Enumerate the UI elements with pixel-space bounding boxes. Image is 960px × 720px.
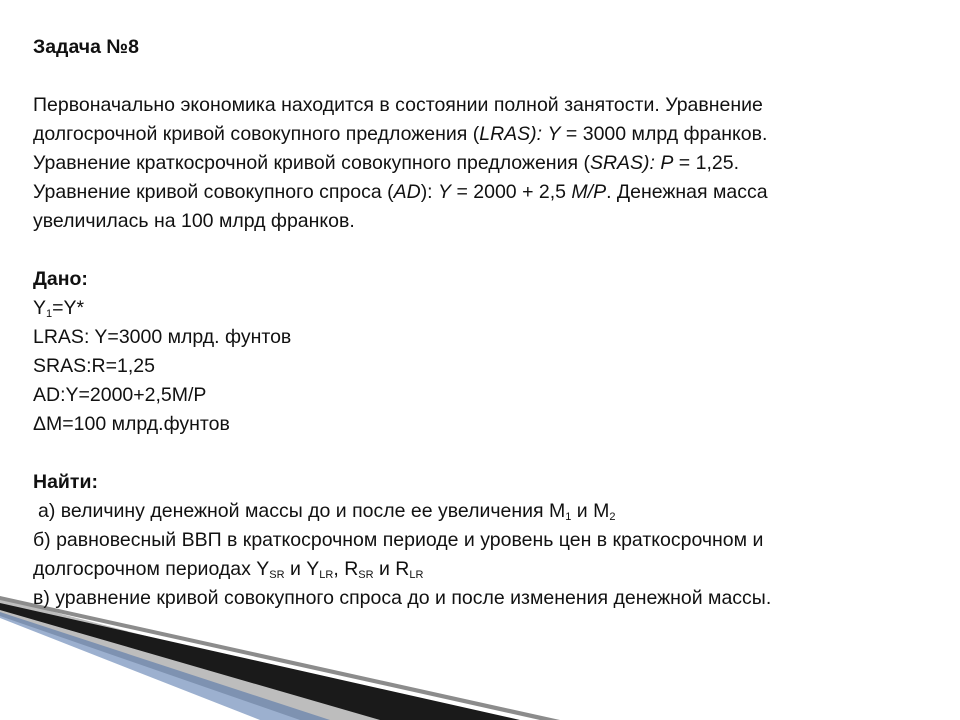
problem-line-5: увеличилась на 100 млрд франков.	[33, 210, 355, 232]
find-item-c: в) уравнение кривой совокупного спроса до и после изменения денежной массы.	[33, 587, 772, 609]
task-title: Задача №8	[33, 36, 139, 58]
given-sras: SRAS:R=1,25	[33, 355, 155, 377]
problem-line-3: Уравнение краткосрочной кривой совокупного предложения (SRAS): P = 1,25.	[33, 152, 739, 174]
problem-line-1: Первоначально экономика находится в состоянии полной занятости. Уравнение	[33, 94, 763, 116]
find-heading: Найти:	[33, 471, 98, 493]
given-y1: $Y_1=Y*$	[33, 297, 85, 320]
problem-line-2: долгосрочной кривой совокупного предложения (LRAS): Y = 3000 млрд франков.	[33, 123, 768, 145]
find-item-b-line-1: б) равновесный ВВП в краткосрочном периоде и уровень цен в краткосрочном и	[33, 529, 764, 551]
slide-content	[33, 33, 923, 613]
find-item-a: а) величину денежной массы до и после ее увеличения $M_1$ и $M_2$	[38, 500, 616, 523]
find-item-b-line-2: долгосрочном периодах $Y_{SR}$ и $Y_{LR}$, $R_{SR}$ и $R_{LR}$	[33, 558, 424, 581]
given-delta-m: ΔM=100 млрд.фунтов	[33, 413, 230, 435]
given-heading: Дано:	[33, 268, 88, 290]
given-lras: LRAS: Y=3000 млрд. фунтов	[33, 326, 292, 348]
problem-line-4: Уравнение кривой совокупного спроса (AD): Y = 2000 + 2,5 M/P. Денежная масса	[33, 181, 768, 203]
given-ad: AD:Y=2000+2,5M/P	[33, 384, 207, 406]
